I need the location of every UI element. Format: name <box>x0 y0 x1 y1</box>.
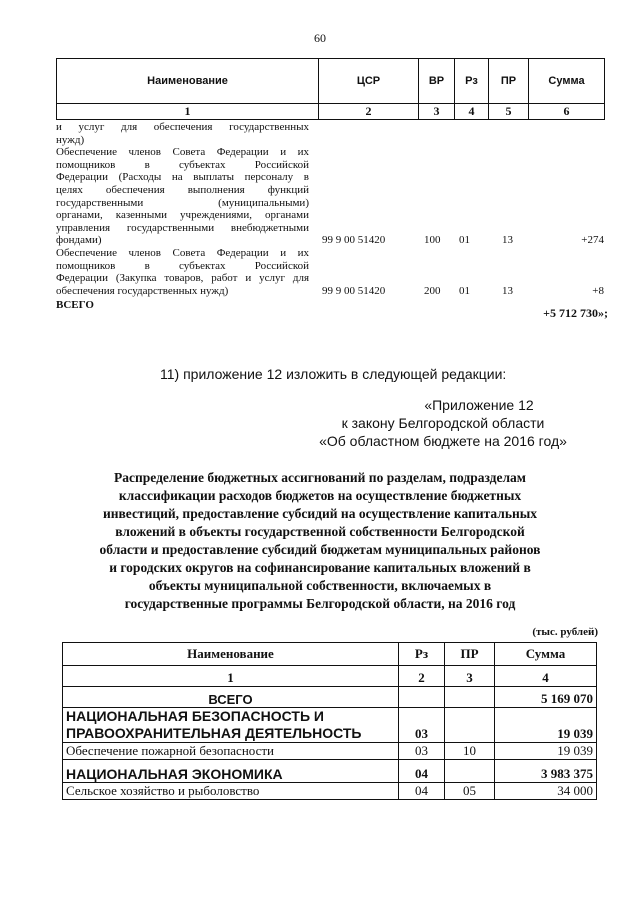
title-line: классификации расходов бюджетов на осуществление бюджетных <box>118 488 522 503</box>
title-line: области и предоставление субсидий бюджетам муниципальных районов <box>99 542 541 557</box>
table-row <box>63 708 597 743</box>
row-name-line: обеспечения государственных нужд) <box>56 284 229 297</box>
row-rz: 01 <box>459 234 470 247</box>
total-value: +5 712 730»; <box>543 306 608 321</box>
row-pr: 13 <box>502 234 513 247</box>
row-rz: 03 <box>399 743 445 760</box>
header-rz: Рз <box>399 643 445 666</box>
header-rz: Рз <box>455 59 489 104</box>
table-row <box>63 760 597 783</box>
col-number: 4 <box>495 666 597 687</box>
row-name: Сельское хозяйство и рыболовство <box>63 783 399 800</box>
continuation-row <box>56 121 604 146</box>
header-pr: ПР <box>489 59 529 104</box>
row-pr: 10 <box>445 743 495 760</box>
total-label: ВСЕГО <box>56 299 94 312</box>
page-number: 60 <box>314 31 326 45</box>
row-rz: 03 <box>399 708 445 743</box>
row-name: Обеспечение пожарной безопасности <box>63 743 399 760</box>
table-body <box>56 121 608 325</box>
title-line: инвестиций, предоставление субсидий на осуществление капитальных <box>102 506 538 521</box>
col-number: 1 <box>57 104 319 120</box>
appendix-heading <box>308 396 578 450</box>
title-line: Распределение бюджетных ассигнований по разделам, подразделам <box>114 470 526 485</box>
row-name-line: фондами) <box>56 234 102 247</box>
title-line: государственные программы Белгородской области, на 2016 год <box>124 596 516 611</box>
col-number: 4 <box>455 104 489 120</box>
row-name-line: помощников в субъектах Российской <box>56 158 309 171</box>
row-sum: 3 983 375 <box>495 760 597 783</box>
row-rz <box>399 687 445 708</box>
row-pr: 05 <box>445 783 495 800</box>
row-pr <box>445 687 495 708</box>
document-title <box>80 469 560 613</box>
row-pr <box>445 760 495 783</box>
header-vr: ВР <box>419 59 455 104</box>
appendix-line: к закону Белгородской области <box>341 415 545 431</box>
table-row <box>56 146 604 247</box>
row-name: ВСЕГО <box>63 687 399 708</box>
row-name-line: целях обеспечения выполнения функций <box>56 183 309 196</box>
col-number: 2 <box>399 666 445 687</box>
row-name-line: государственными (муниципальными) <box>56 196 309 209</box>
col-number: 3 <box>445 666 495 687</box>
distribution-table <box>62 642 597 800</box>
title-line: вложений в объекты государственной собственности Белгородской <box>115 524 525 539</box>
row-sum: 19 039 <box>495 743 597 760</box>
row-name: НАЦИОНАЛЬНАЯ ЭКОНОМИКА <box>63 760 399 783</box>
col-number: 1 <box>63 666 399 687</box>
row-name-line: управления государственными внебюджетными <box>56 221 309 234</box>
row-name-line: Федерации (Закупка товаров, работ и услуг для <box>56 272 309 285</box>
row-sum: 34 000 <box>495 783 597 800</box>
col-number: 2 <box>319 104 419 120</box>
row-vr: 200 <box>424 284 441 297</box>
row-csr: 99 9 00 51420 <box>322 234 386 247</box>
header-sum: Сумма <box>495 643 597 666</box>
row-name: НАЦИОНАЛЬНАЯ БЕЗОПАСНОСТЬ И ПРАВООХРАНИТЕЛЬНАЯ ДЕЯТЕЛЬНОСТЬ <box>63 708 399 743</box>
row-sum: 5 169 070 <box>495 687 597 708</box>
row-name-line: Обеспечение членов Совета Федерации и их <box>56 146 309 159</box>
table-row <box>63 783 597 800</box>
title-line: объекты муниципальной собственности, включаемых в <box>148 578 492 593</box>
col-number: 5 <box>489 104 529 120</box>
row-sum: +8 <box>592 284 604 297</box>
appropriations-table-continued <box>56 58 605 120</box>
row-rz: 04 <box>399 783 445 800</box>
row-sum: +274 <box>581 234 604 247</box>
col-number: 3 <box>419 104 455 120</box>
header-name: Наименование <box>63 643 399 666</box>
row-pr: 13 <box>502 284 513 297</box>
col-number: 6 <box>529 104 605 120</box>
row-rz: 04 <box>399 760 445 783</box>
header-sum: Сумма <box>529 59 605 104</box>
amendment-paragraph: 11) приложение 12 изложить в следующей редакции: <box>160 366 507 382</box>
title-line: и городских округов на софинансирование капитальных вложений в <box>109 560 531 575</box>
header-pr: ПР <box>445 643 495 666</box>
table-row <box>56 247 604 297</box>
total-row <box>56 299 608 325</box>
row-name-line: и услуг для обеспечения государственных <box>56 121 309 133</box>
row-rz: 01 <box>459 284 470 297</box>
row-name-line: помощников в субъектах Российской <box>56 259 309 272</box>
header-name: Наименование <box>57 59 319 104</box>
units-label: (тыс. рублей) <box>532 626 598 638</box>
table-row <box>63 743 597 760</box>
row-pr <box>445 708 495 743</box>
appendix-line: «Об областном бюджете на 2016 год» <box>319 433 567 449</box>
table-row <box>63 687 597 708</box>
row-name-line: нужд) <box>56 133 85 146</box>
row-name-line: органами, казенными учреждениями, органами <box>56 209 309 222</box>
row-name-line: Федерации (Расходы на выплаты персоналу в <box>56 171 309 184</box>
row-name-line: Обеспечение членов Совета Федерации и их <box>56 246 309 259</box>
row-sum: 19 039 <box>495 708 597 743</box>
row-csr: 99 9 00 51420 <box>322 284 386 297</box>
row-vr: 100 <box>424 234 441 247</box>
appendix-line: «Приложение 12 <box>424 397 534 413</box>
header-csr: ЦСР <box>319 59 419 104</box>
